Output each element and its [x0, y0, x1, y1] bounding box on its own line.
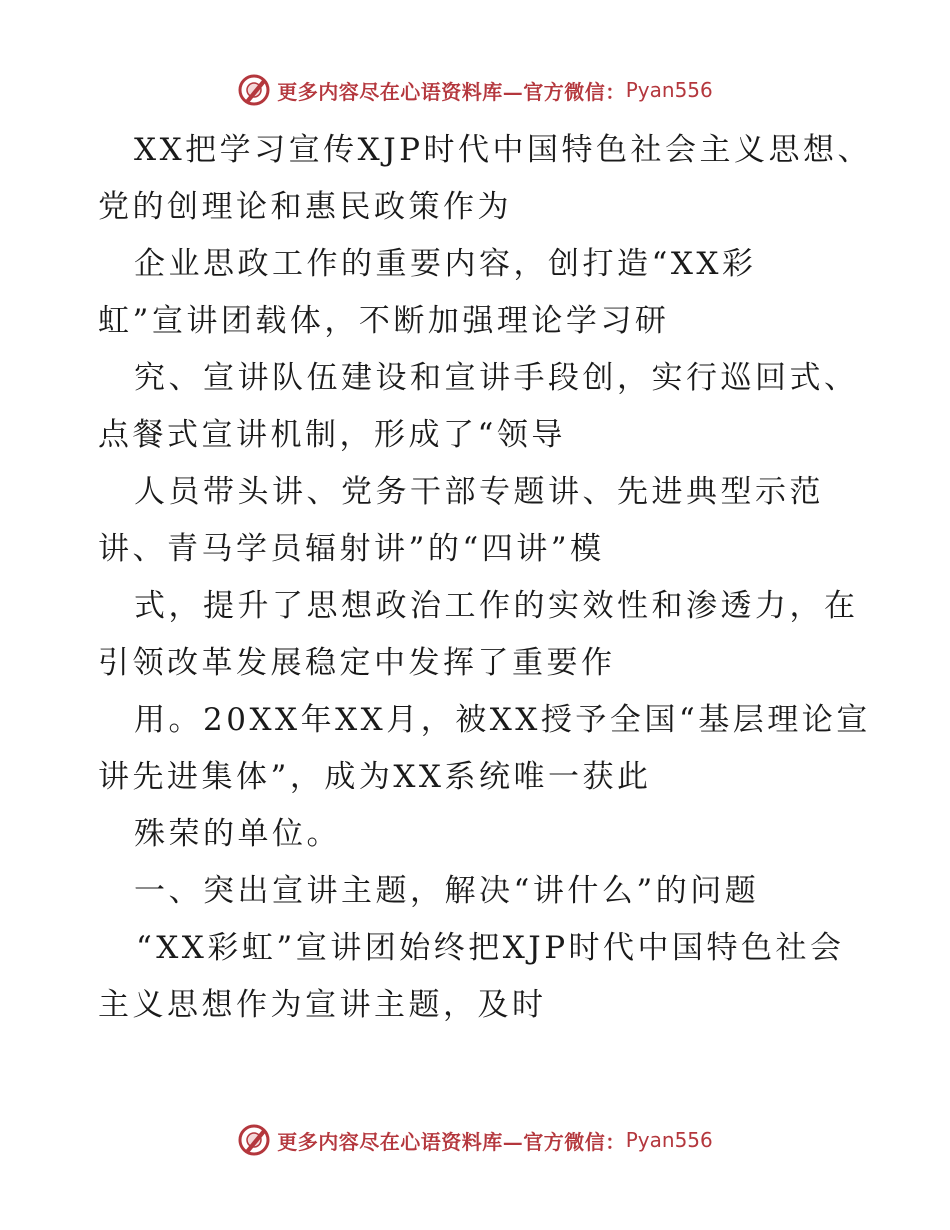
text-line: 用。20XX年XX月，被XX授予全国“基层理论宣: [134, 702, 871, 738]
text-line: 党的创理论和惠民政策作为: [98, 189, 512, 225]
text-line: 讲先进集体”，成为XX系统唯一获此: [98, 759, 652, 795]
text-line: 主义思想作为宣讲主题，及时: [98, 987, 547, 1023]
text-line: 究、宣讲队伍建设和宣讲手段创，实行巡回式、: [134, 360, 859, 396]
text-line: “XX彩虹”宣讲团始终把XJP时代中国特色社会: [136, 930, 845, 966]
document-body: [98, 122, 898, 1034]
banner-text: 更多内容尽在心语资料库—官方微信：: [277, 1129, 626, 1154]
text-line: 企业思政工作的重要内容，创打造“XX彩: [134, 246, 757, 282]
banner-text: 更多内容尽在心语资料库—官方微信：: [277, 79, 626, 104]
footer-watermark-banner: [0, 1120, 950, 1160]
text-line: 引领改革发展稳定中发挥了重要作: [98, 645, 616, 681]
banner-wechat-id: Pyan556: [625, 1128, 713, 1152]
text-line: XX把学习宣传XJP时代中国特色社会主义思想、: [134, 132, 872, 168]
header-watermark-banner: [0, 70, 950, 110]
section-heading: 一、突出宣讲主题，解决“讲什么”的问题: [134, 873, 760, 909]
pen-logo-icon: [237, 1123, 271, 1157]
pen-logo-icon: [237, 73, 271, 107]
text-line: 殊荣的单位。: [134, 816, 341, 852]
text-line: 点餐式宣讲机制，形成了“领导: [98, 417, 566, 453]
text-line: 式，提升了思想政治工作的实效性和渗透力，在: [134, 588, 859, 624]
text-line: 讲、青马学员辐射讲”的“四讲”模: [98, 531, 605, 567]
text-line: 虹”宣讲团载体，不断加强理论学习研: [98, 303, 670, 339]
text-line: 人员带头讲、党务干部专题讲、先进典型示范: [134, 474, 824, 510]
banner-wechat-id: Pyan556: [625, 78, 713, 102]
